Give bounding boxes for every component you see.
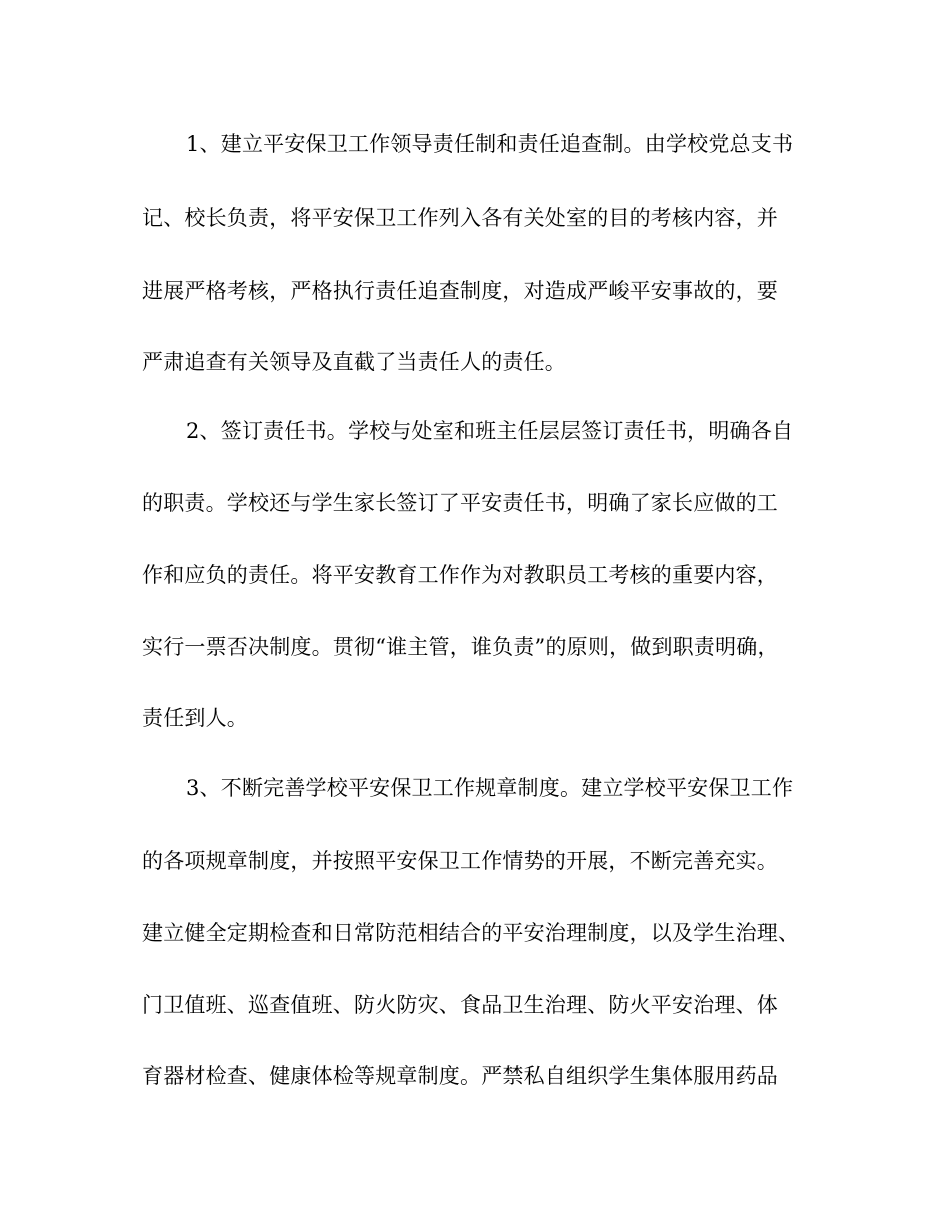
paragraph-3-line-5: 育器材检查、健康体检等规章制度。严禁私自组织学生集体服用药品 bbox=[142, 1064, 778, 1088]
paragraph-3-line-3: 建立健全定期检查和日常防范相结合的平安治理制度，以及学生治理、 bbox=[142, 921, 800, 945]
paragraph-3-line-4: 门卫值班、巡查值班、防火防灾、食品卫生治理、防火平安治理、体 bbox=[142, 993, 778, 1017]
paragraph-3-line-1: 3、不断完善学校平安保卫工作规章制度。建立学校平安保卫工作 bbox=[186, 776, 794, 800]
paragraph-2-line-4: 实行一票否决制度。贯彻“谁主管，谁负责”的原则，做到职责明确， bbox=[142, 635, 779, 659]
paragraph-2-line-2: 的职责。学校还与学生家长签订了平安责任书，明确了家长应做的工 bbox=[142, 491, 778, 515]
paragraph-1-line-4: 严肃追查有关领导及直截了当责任人的责任。 bbox=[142, 350, 566, 374]
paragraph-1-line-1: 1、建立平安保卫工作领导责任制和责任追查制。由学校党总支书 bbox=[186, 132, 794, 156]
paragraph-2-line-5: 责任到人。 bbox=[142, 706, 248, 730]
paragraph-2-line-1: 2、签订责任书。学校与处室和班主任层层签订责任书，明确各自 bbox=[186, 419, 794, 443]
paragraph-3-line-2: 的各项规章制度，并按照平安保卫工作情势的开展，不断完善充实。 bbox=[142, 849, 778, 873]
paragraph-1-line-3: 进展严格考核，严格执行责任追查制度，对造成严峻平安事故的，要 bbox=[142, 279, 778, 303]
paragraph-2-line-3: 作和应负的责任。将平安教育工作作为对教职员工考核的重要内容， bbox=[142, 563, 778, 587]
paragraph-1-line-2: 记、校长负责，将平安保卫工作列入各有关处室的目的考核内容，并 bbox=[142, 206, 778, 230]
